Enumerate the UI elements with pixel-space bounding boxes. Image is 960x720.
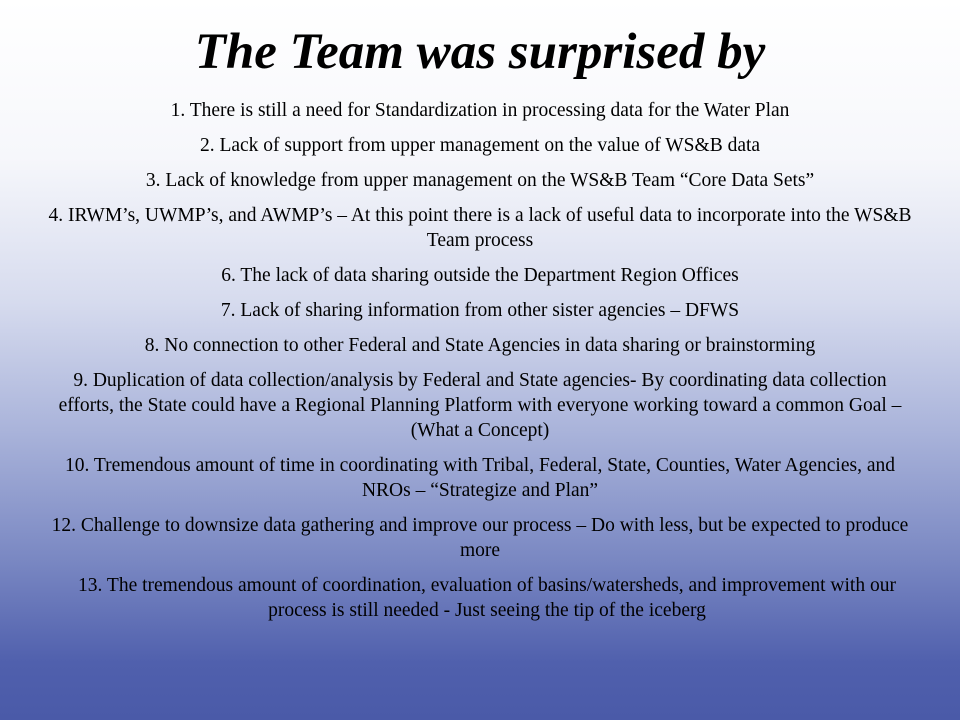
finding-list: [48, 98, 912, 633]
finding-item-2: 2. Lack of support from upper management on the value of WS&B data: [199, 135, 761, 156]
finding-item-3: 3. Lack of knowledge from upper management on the WS&B Team “Core Data Sets”: [145, 170, 815, 191]
finding-item-6: 6. The lack of data sharing outside the Department Region Offices: [221, 265, 739, 286]
finding-item-9: 9. Duplication of data collection/analysis by Federal and State agencies- By coordinating data collection efforts, the State could have a Regional Planning Platform with everyone working toward a common Goal – (What a Concept): [58, 370, 902, 441]
finding-item-7: 7. Lack of sharing information from other sister agencies – DFWS: [220, 300, 740, 321]
finding-item-1: 1. There is still a need for Standardization in processing data for the Water Plan: [170, 100, 790, 121]
slide-title: The Team was surprised by: [194, 24, 766, 80]
finding-item-12: 12. Challenge to downsize data gathering and improve our process – Do with less, but be expected to produce more: [51, 515, 909, 561]
finding-item-8: 8. No connection to other Federal and State Agencies in data sharing or brainstorming: [144, 335, 816, 356]
finding-item-4: 4. IRWM’s, UWMP’s, and AWMP’s – At this point there is a lack of useful data to incorporate into the WS&B Team process: [48, 205, 912, 251]
finding-item-13: 13. The tremendous amount of coordination, evaluation of basins/watersheds, and improvement with our process is still needed - Just seeing the tip of the iceberg: [78, 575, 896, 621]
finding-item-10: 10. Tremendous amount of time in coordinating with Tribal, Federal, State, Counties, Water Agencies, and NROs – “Strategize and Plan”: [65, 455, 895, 501]
